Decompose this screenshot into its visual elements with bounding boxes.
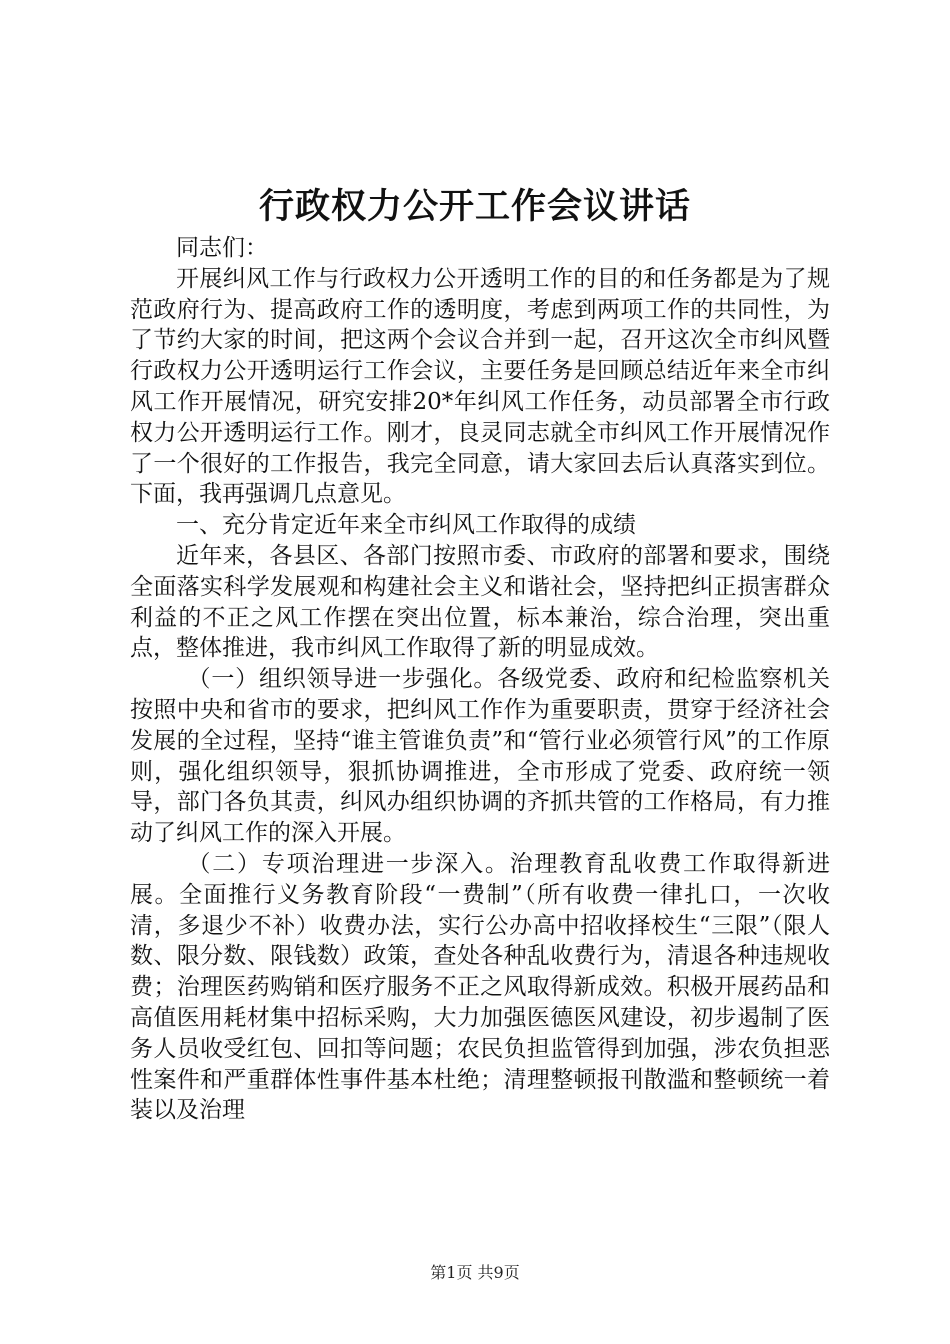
document-body [130, 233, 830, 1126]
subsection-paragraph: （一）组织领导进一步强化。各级党委、政府和纪检监察机关按照中央和省市的要求，把纠风工作作为重要职责，贯穿于经济社会发展的全过程，坚持“谁主管谁负责”和“管行业必须管行风”的工作原则，强化组织领导，狠抓协调推进，全市形成了党委、政府统一领导，部门各负其责，纠风办组织协调的齐抓共管的工作格局，有力推动了纠风工作的深入开展。 [130, 666, 830, 847]
page-number-footer: 第1页 共9页 [430, 1263, 520, 1282]
body-paragraph: 近年来，各县区、各部门按照市委、市政府的部署和要求，围绕全面落实科学发展观和构建社会主义和谐社会，坚持把纠正损害群众利益的不正之风工作摆在突出位置，标本兼治，综合治理，突出重点，整体推进，我市纠风工作取得了新的明显成效。 [130, 542, 830, 662]
document-title: 行政权力公开工作会议讲话 [258, 186, 691, 227]
salutation-paragraph: 同志们： [176, 235, 268, 261]
section-heading: 一、充分肯定近年来全市纠风工作取得的成绩 [176, 512, 636, 539]
intro-paragraph: 开展纠风工作与行政权力公开透明工作的目的和任务都是为了规范政府行为、提高政府工作的透明度，考虑到两项工作的共同性，为了节约大家的时间，把这两个会议合并到一起，召开这次全市纠风暨行政权力公开透明运行工作会议，主要任务是回顾总结近年来全市纠风工作开展情况，研究安排20*年纠风工作任务，动员部署全市行政权力公开透明运行工作。刚才，良灵同志就全市纠风工作开展情况作了一个很好的工作报告，我完全同意，请大家回去后认真落实到位。下面，我再强调几点意见。 [130, 265, 830, 508]
subsection-paragraph: （二）专项治理进一步深入。治理教育乱收费工作取得新进展。全面推行义务教育阶段“一费制”（所有收费一律扎口，一次收清，多退少不补）收费办法，实行公办高中招收择校生“三限”（限人数、限分数、限钱数）政策，查处各种乱收费行为，清退各种违规收费；治理医药购销和医疗服务不正之风取得新成效。积极开展药品和高值医用耗材集中招标采购，大力加强医德医风建设，初步遏制了医务人员收受红包、回扣等问题；农民负担监管得到加强，涉农负担恶性案件和严重群体性事件基本杜绝；清理整顿报刊散滥和整顿统一着装以及治理 [130, 850, 830, 1124]
